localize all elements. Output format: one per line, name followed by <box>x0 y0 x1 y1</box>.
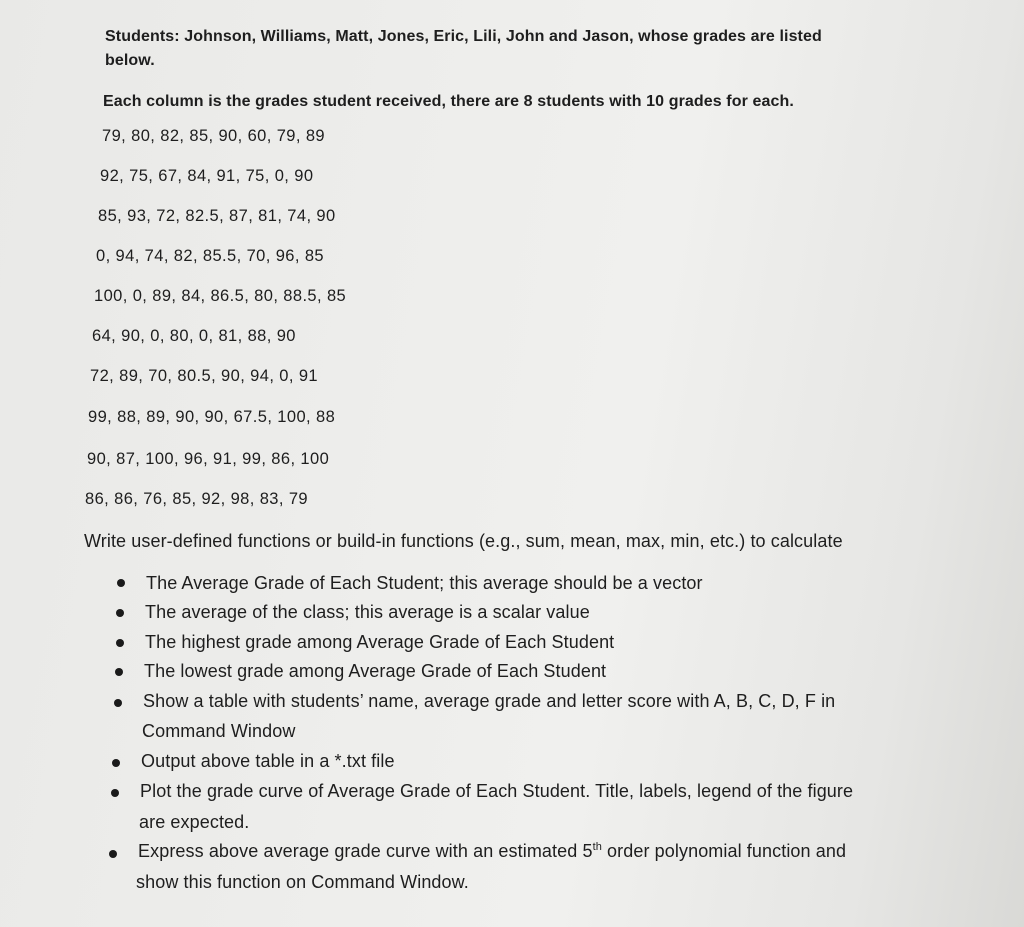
grade-row: 0, 94, 74, 82, 85.5, 70, 96, 85 <box>96 247 324 265</box>
bullet-icon <box>111 789 119 797</box>
task-item <box>138 841 846 862</box>
task-item: Plot the grade curve of Average Grade of Each Student. Title, labels, legend of the figure <box>140 781 854 801</box>
bullet-icon <box>112 759 120 767</box>
intro-line-2: below. <box>105 52 155 69</box>
grade-row: 79, 80, 82, 85, 90, 60, 79, 89 <box>102 127 326 145</box>
task-item: The Average Grade of Each Student; this average should be a vector <box>146 573 703 593</box>
task-item: Output above table in a *.txt file <box>141 751 395 771</box>
bullet-icon <box>114 699 122 707</box>
task-item-continuation: Command Window <box>142 721 296 741</box>
task-item: Show a table with students’ name, average grade and letter score with A, B, C, D, F in <box>143 691 836 711</box>
task-item: The average of the class; this average is a scalar value <box>145 602 590 622</box>
bullet-icon <box>117 579 125 587</box>
grade-row: 64, 90, 0, 80, 0, 81, 88, 90 <box>92 327 296 345</box>
task-item: The lowest grade among Average Grade of Each Student <box>144 661 607 681</box>
grade-row: 90, 87, 100, 96, 91, 99, 86, 100 <box>87 450 330 468</box>
task-item: The highest grade among Average Grade of Each Student <box>145 632 615 652</box>
task-item-continuation: show this function on Command Window. <box>136 872 469 892</box>
bullet-icon <box>115 668 123 676</box>
superscript: th <box>592 841 602 853</box>
grade-row: 92, 75, 67, 84, 91, 75, 0, 90 <box>100 167 314 185</box>
bullet-icon <box>116 609 124 617</box>
instruction-text: Write user-defined functions or build-in functions (e.g., sum, mean, max, min, etc.) to calculate <box>84 531 843 551</box>
grade-row: 72, 89, 70, 80.5, 90, 94, 0, 91 <box>90 367 318 385</box>
intro-line-1: Students: Johnson, Williams, Matt, Jones, Eric, Lili, John and Jason, whose grades are listed <box>105 28 822 45</box>
intro-line-3: Each column is the grades student received, there are 8 students with 10 grades for each. <box>103 93 794 110</box>
task-item-text-tail: order polynomial function and <box>601 841 847 861</box>
task-item-text: Express above average grade curve with an estimated 5 <box>138 841 593 861</box>
bullet-icon <box>116 639 124 647</box>
bullet-icon <box>109 850 117 858</box>
grade-row: 100, 0, 89, 84, 86.5, 80, 88.5, 85 <box>94 287 347 305</box>
grade-row: 86, 86, 76, 85, 92, 98, 83, 79 <box>85 490 309 508</box>
task-item-continuation: are expected. <box>139 812 250 832</box>
grade-row: 99, 88, 89, 90, 90, 67.5, 100, 88 <box>88 408 336 426</box>
grade-row: 85, 93, 72, 82.5, 87, 81, 74, 90 <box>98 207 336 225</box>
